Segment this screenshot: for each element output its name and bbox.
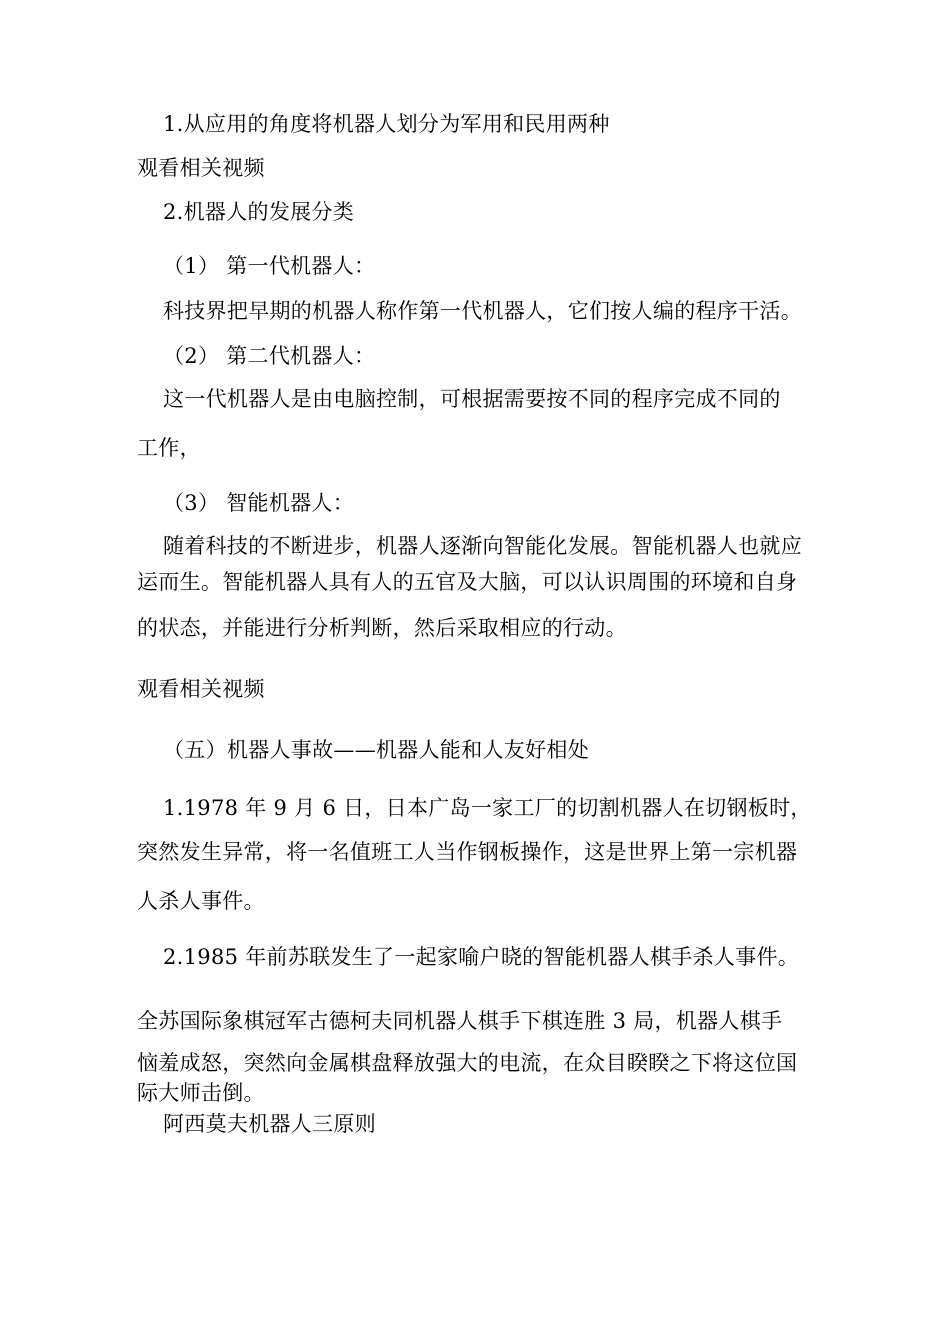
accident-1-line-3: 人杀人事件。 <box>137 889 265 913</box>
asimov-three-laws-heading: 阿西莫夫机器人三原则 <box>163 1112 376 1136</box>
section-5-heading: （五）机器人事故——机器人能和人友好相处 <box>163 738 589 762</box>
second-generation-text-cont: 工作， <box>137 436 201 460</box>
second-generation-text: 这一代机器人是由电脑控制，可根据需要按不同的程序完成不同的 <box>163 387 781 411</box>
intelligent-robot-heading: （3） 智能机器人： <box>163 491 355 515</box>
accident-2-line-3: 恼羞成怒，突然向金属棋盘释放强大的电流，在众目睽睽之下将这位国 <box>137 1051 798 1075</box>
accident-1-line-2: 突然发生异常，将一名值班工人当作钢板操作，这是世界上第一宗机器 <box>137 840 798 864</box>
watch-video-link[interactable]: 观看相关视频 <box>137 156 265 180</box>
accident-2-line-4: 际大师击倒。 <box>137 1081 265 1105</box>
accident-1-line-1: 1.1978 年 9 月 6 日，日本广岛一家工厂的切割机器人在切钢板时， <box>163 796 812 820</box>
item-2-development-classification: 2.机器人的发展分类 <box>163 200 355 224</box>
accident-2-line-1: 2.1985 年前苏联发生了一起家喻户晓的智能机器人棋手杀人事件。 <box>163 945 800 969</box>
first-generation-heading: （1） 第一代机器人： <box>163 254 376 278</box>
intelligent-robot-text-line-2: 运而生。智能机器人具有人的五官及大脑，可以认识周围的环境和自身 <box>137 570 798 594</box>
accident-2-line-2: 全苏国际象棋冠军古德柯夫同机器人棋手下棋连胜 3 局，机器人棋手 <box>137 1009 783 1033</box>
watch-video-link[interactable]: 观看相关视频 <box>137 677 265 701</box>
intelligent-robot-text-line-3: 的状态，并能进行分析判断，然后采取相应的行动。 <box>137 616 627 640</box>
item-1-application-classification: 1.从应用的角度将机器人划分为军用和民用两种 <box>163 112 610 136</box>
first-generation-text: 科技界把早期的机器人称作第一代机器人，它们按人编的程序干活。 <box>163 299 802 323</box>
intelligent-robot-text-line-1: 随着科技的不断进步，机器人逐渐向智能化发展。智能机器人也就应 <box>163 534 802 558</box>
second-generation-heading: （2） 第二代机器人： <box>163 344 376 368</box>
